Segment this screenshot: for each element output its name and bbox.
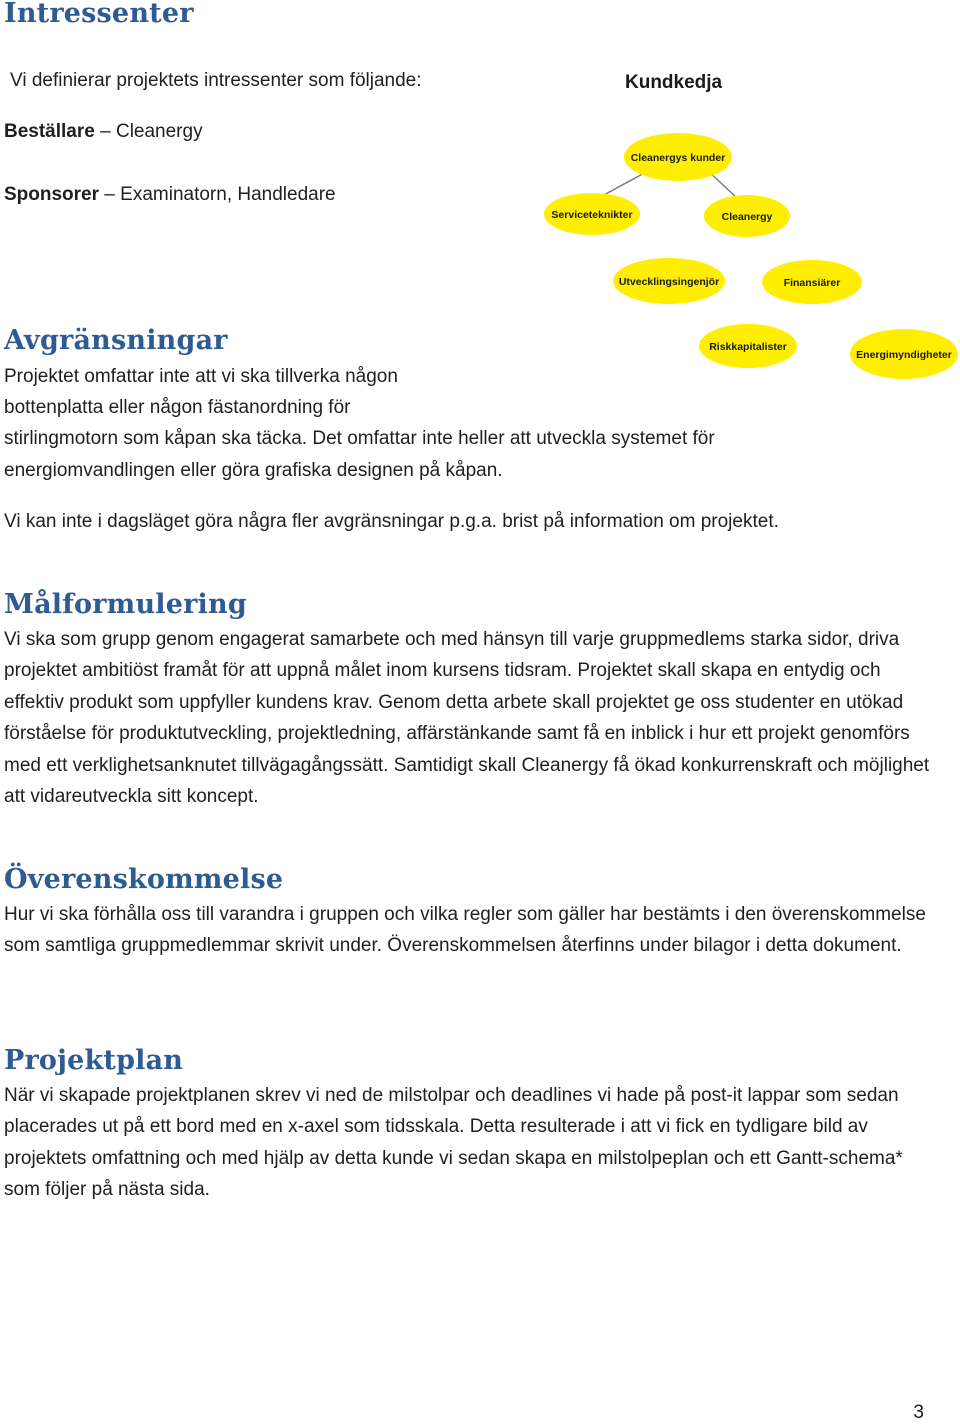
- kundkedja-diagram: [530, 60, 960, 390]
- bestallare-value: – Cleanergy: [94, 121, 203, 142]
- avgransningar-line-2: bottenplatta eller någon fästanordning för: [4, 397, 351, 418]
- sponsorer-label: Sponsorer: [4, 184, 100, 205]
- avgransningar-line-3: stirlingmotorn som kåpan ska täcka. Det omfattar inte heller att utveckla systemet för: [4, 428, 715, 449]
- heading-avgransningar: Avgränsningar: [4, 325, 228, 356]
- avgransningar-line-4: energiomvandlingen eller göra grafiska designen på kåpan.: [4, 460, 503, 481]
- kundkedja-svg: [530, 60, 960, 390]
- heading-projektplan: Projektplan: [4, 1045, 184, 1076]
- sponsorer-value: – Examinatorn, Handledare: [99, 184, 336, 205]
- heading-intressenter: Intressenter: [4, 0, 194, 29]
- diagram-node-label-5: Riskkapitalister: [709, 341, 787, 353]
- bestallare-line: [4, 121, 203, 143]
- intressenter-intro: Vi definierar projektets intressenter som följande:: [10, 70, 422, 91]
- diagram-node-label-2: Cleanergy: [721, 211, 773, 223]
- heading-overenskommelse: Överenskommelse: [4, 864, 284, 895]
- page-number: 3: [913, 1402, 924, 1423]
- overenskommelse-text: Hur vi ska förhålla oss till varandra i gruppen och vilka regler som gäller har bestämts i den överenskommelse som samtliga gruppmedlemmar skrivit under. Överenskommelsen återfinns under bilagor i detta dokument.: [4, 904, 926, 957]
- diagram-node-label-6: Energimyndigheter: [856, 349, 952, 361]
- diagram-title: Kundkedja: [625, 72, 723, 93]
- diagram-edge-0: [602, 171, 648, 196]
- diagram-node-label-1: Serviceteknikter: [551, 209, 633, 221]
- avgransningar-extra: Vi kan inte i dagsläget göra några fler avgränsningar p.g.a. brist på information om projektet.: [4, 511, 779, 532]
- bestallare-label: Beställare: [4, 121, 95, 142]
- diagram-node-label-0: Cleanergys kunder: [630, 152, 726, 164]
- sponsorer-line: [4, 184, 336, 206]
- projektplan-text: När vi skapade projektplanen skrev vi ned de milstolpar och deadlines vi hade på post-it lappar som sedan placerades ut på ett bord med en x-axel som tidsskala. Detta resulterade i att vi fick en tydligare bild av projektets omfattning och med hjälp av detta kunde vi sedan skapa en milstolpeplan och ett Gantt-schema* som följer på nästa sida.: [4, 1085, 903, 1201]
- diagram-node-label-4: Finansiärer: [783, 277, 841, 289]
- malformulering-text: Vi ska som grupp genom engagerat samarbete och med hänsyn till varje gruppmedlems starka sidor, driva projektet ambitiöst framåt för att uppnå målet inom kursens tidsram. Projektet skall skapa en entydig och effektiv produkt som uppfyller kundens krav. Genom detta arbete skall projektet ge oss studenter en utökad förståelse för produktutveckling, projektledning, affärstänkande samt få en inblick i hur ett projekt genomförs med ett verklighetsanknutet tillvägagångssätt. Samtidigt skall Cleanergy få ökad konkurrenskraft och möjlighet att vidareutveckla sitt koncept.: [4, 629, 930, 808]
- diagram-node-label-3: Utvecklingsingenjör: [618, 276, 720, 288]
- avgransningar-line-1: Projektet omfattar inte att vi ska tillverka någon: [4, 366, 398, 387]
- diagram-nodes: [544, 133, 958, 379]
- heading-malformulering: Målformulering: [4, 589, 247, 620]
